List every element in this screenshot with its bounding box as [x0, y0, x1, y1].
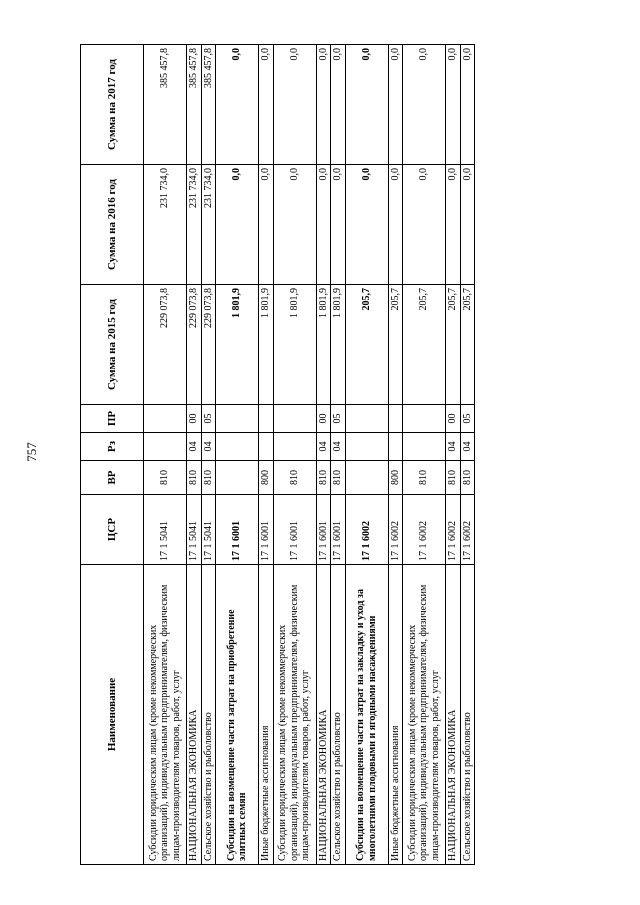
row-sum-2015: 1 801,9	[259, 285, 274, 405]
row-sum-2016: 231 734,0	[144, 165, 187, 285]
row-rz	[345, 433, 388, 461]
header-csr: ЦСР	[81, 495, 144, 565]
row-sum-2015: 229 073,8	[201, 285, 216, 405]
header-sum-2015: Сумма на 2015 год	[81, 285, 144, 405]
row-rz: 04	[316, 433, 331, 461]
row-sum-2015: 205,7	[403, 285, 446, 405]
row-sum-2016: 0,0	[331, 165, 346, 285]
row-vr: 810	[446, 461, 461, 495]
row-csr: 17 1 6001	[331, 495, 346, 565]
row-name: Субсидии юридическим лицам (кроме некоммерческих организаций), индивидуальным предпринимателям, физическим лицам-производителям товаров, работ, услуг	[144, 565, 187, 865]
row-csr: 17 1 5041	[187, 495, 202, 565]
row-sum-2017: 0,0	[316, 45, 331, 165]
row-rz	[216, 433, 259, 461]
row-vr: 810	[187, 461, 202, 495]
header-sum-2017: Сумма на 2017 год	[81, 45, 144, 165]
row-pr	[259, 405, 274, 433]
row-vr: 810	[144, 461, 187, 495]
table-row	[403, 45, 446, 865]
row-sum-2017: 0,0	[403, 45, 446, 165]
row-rz: 04	[331, 433, 346, 461]
table-row	[259, 45, 274, 865]
row-name: НАЦИОНАЛЬНАЯ ЭКОНОМИКА	[446, 565, 461, 865]
row-csr: 17 1 6002	[345, 495, 388, 565]
row-csr: 17 1 5041	[201, 495, 216, 565]
row-vr: 800	[259, 461, 274, 495]
row-pr	[144, 405, 187, 433]
row-sum-2017: 0,0	[345, 45, 388, 165]
row-pr: 00	[316, 405, 331, 433]
page-number: 757	[24, 442, 39, 462]
header-sum-2016: Сумма на 2016 год	[81, 165, 144, 285]
table-row	[144, 45, 187, 865]
row-rz	[259, 433, 274, 461]
row-name: Иные бюджетные ассигнования	[388, 565, 403, 865]
row-sum-2016: 0,0	[460, 165, 475, 285]
header-vr: ВР	[81, 461, 144, 495]
table-row	[187, 45, 202, 865]
row-sum-2015: 205,7	[446, 285, 461, 405]
row-sum-2016: 231 734,0	[187, 165, 202, 285]
row-sum-2016: 0,0	[216, 165, 259, 285]
header-pr: ПР	[81, 405, 144, 433]
row-csr: 17 1 6001	[216, 495, 259, 565]
row-vr: 810	[331, 461, 346, 495]
row-sum-2015: 229 073,8	[144, 285, 187, 405]
row-rz	[144, 433, 187, 461]
row-rz: 04	[446, 433, 461, 461]
row-name: Сельское хозяйство и рыболовство	[460, 565, 475, 865]
row-sum-2017: 0,0	[259, 45, 274, 165]
table-row	[316, 45, 331, 865]
row-sum-2017: 385 457,8	[144, 45, 187, 165]
row-sum-2017: 385 457,8	[201, 45, 216, 165]
rotated-page-content	[80, 45, 600, 865]
row-sum-2016: 0,0	[345, 165, 388, 285]
row-sum-2017: 385 457,8	[187, 45, 202, 165]
row-sum-2015: 205,7	[388, 285, 403, 405]
row-sum-2015: 205,7	[345, 285, 388, 405]
row-pr: 05	[201, 405, 216, 433]
row-sum-2015: 229 073,8	[187, 285, 202, 405]
row-sum-2016: 231 734,0	[201, 165, 216, 285]
row-sum-2017: 0,0	[331, 45, 346, 165]
table-row	[331, 45, 346, 865]
row-csr: 17 1 5041	[144, 495, 187, 565]
row-sum-2016: 0,0	[316, 165, 331, 285]
row-pr: 05	[460, 405, 475, 433]
header-name: Наименование	[81, 565, 144, 865]
row-vr: 810	[316, 461, 331, 495]
row-name: НАЦИОНАЛЬНАЯ ЭКОНОМИКА	[187, 565, 202, 865]
row-name: НАЦИОНАЛЬНАЯ ЭКОНОМИКА	[316, 565, 331, 865]
row-vr: 810	[201, 461, 216, 495]
row-vr	[345, 461, 388, 495]
row-name: Субсидии на возмещение части затрат на приобретение элитных семян	[216, 565, 259, 865]
row-csr: 17 1 6001	[316, 495, 331, 565]
row-sum-2016: 0,0	[388, 165, 403, 285]
table-header-row	[81, 45, 144, 865]
row-name: Сельское хозяйство и рыболовство	[331, 565, 346, 865]
row-rz	[403, 433, 446, 461]
row-csr: 17 1 6002	[460, 495, 475, 565]
row-pr: 05	[331, 405, 346, 433]
row-pr	[216, 405, 259, 433]
row-sum-2015: 1 801,9	[331, 285, 346, 405]
row-csr: 17 1 6002	[388, 495, 403, 565]
table-row	[460, 45, 475, 865]
row-pr	[388, 405, 403, 433]
budget-table	[80, 44, 475, 865]
row-sum-2015: 1 801,9	[216, 285, 259, 405]
row-sum-2017: 0,0	[388, 45, 403, 165]
row-pr	[273, 405, 316, 433]
row-csr: 17 1 6002	[403, 495, 446, 565]
row-sum-2017: 0,0	[216, 45, 259, 165]
row-rz	[273, 433, 316, 461]
row-pr: 00	[187, 405, 202, 433]
row-rz: 04	[187, 433, 202, 461]
row-name: Субсидии юридическим лицам (кроме некоммерческих организаций), индивидуальным предпринимателям, физическим лицам-производителям товаров, работ, услуг	[403, 565, 446, 865]
row-sum-2017: 0,0	[446, 45, 461, 165]
row-name: Сельское хозяйство и рыболовство	[201, 565, 216, 865]
row-sum-2016: 0,0	[403, 165, 446, 285]
table-row	[216, 45, 259, 865]
row-csr: 17 1 6001	[259, 495, 274, 565]
row-pr: 00	[446, 405, 461, 433]
row-name: Субсидии на возмещение части затрат на закладку и уход за многолетними плодовыми и ягодными насаждениями	[345, 565, 388, 865]
row-vr: 810	[273, 461, 316, 495]
table-row	[388, 45, 403, 865]
row-sum-2016: 0,0	[446, 165, 461, 285]
row-rz	[388, 433, 403, 461]
row-vr	[216, 461, 259, 495]
row-sum-2016: 0,0	[273, 165, 316, 285]
row-rz: 04	[460, 433, 475, 461]
row-sum-2015: 205,7	[460, 285, 475, 405]
table-row	[345, 45, 388, 865]
row-rz: 04	[201, 433, 216, 461]
row-sum-2017: 0,0	[273, 45, 316, 165]
row-sum-2015: 1 801,9	[316, 285, 331, 405]
row-pr	[345, 405, 388, 433]
row-name: Иные бюджетные ассигнования	[259, 565, 274, 865]
row-sum-2016: 0,0	[259, 165, 274, 285]
row-vr: 800	[388, 461, 403, 495]
row-vr: 810	[460, 461, 475, 495]
header-rz: Рз	[81, 433, 144, 461]
row-csr: 17 1 6002	[446, 495, 461, 565]
row-vr: 810	[403, 461, 446, 495]
table-row	[446, 45, 461, 865]
table-row	[273, 45, 316, 865]
row-name: Субсидии юридическим лицам (кроме некоммерческих организаций), индивидуальным предпринимателям, физическим лицам-производителям товаров, работ, услуг	[273, 565, 316, 865]
row-sum-2015: 1 801,9	[273, 285, 316, 405]
row-csr: 17 1 6001	[273, 495, 316, 565]
row-pr	[403, 405, 446, 433]
table-row	[201, 45, 216, 865]
row-sum-2017: 0,0	[460, 45, 475, 165]
